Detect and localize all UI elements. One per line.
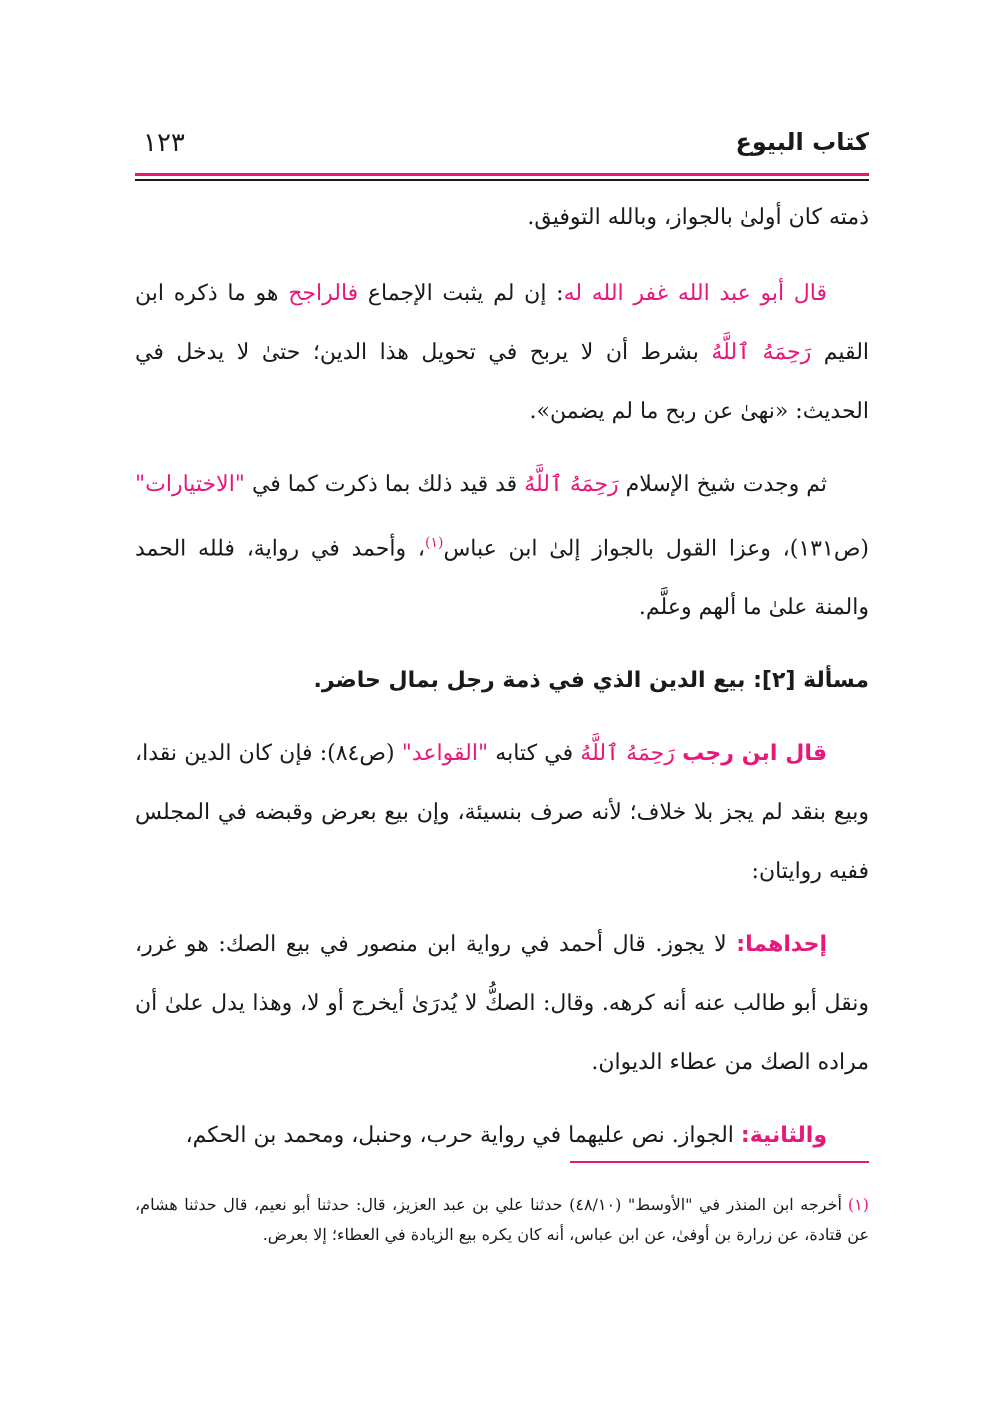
preferred-view-highlight: فالراجح [288,281,359,306]
second-narration-label: والثانية: [740,1123,827,1149]
page-number: ١٢٣ [143,128,185,158]
footnote [135,1190,869,1250]
issue-heading: مسألة [٢]: بيع الدين الذي في ذمة رجل بمال حاضر. [313,668,869,694]
author-remark-lead: قال أبو عبد الله غفر الله له [563,281,827,306]
footnote-text: أخرجه ابن المنذر في "الأوسط" (٤٨/١٠) حدثنا علي بن عبد العزيز، قال: حدثنا أبو نعيم، قال حدثنا هشام، عن قتادة، عن زرارة بن أوفىٰ، عن ابن عباس، أنه كان يكره بيع الزيادة في العطاء؛ إلا بعرض. [135,1195,869,1244]
footnote-marker[interactable]: (١) [424,535,444,551]
paragraph-3: ثم وجدت شيخ الإسلام رَحِمَهُ ٱللَّهُ قد قيد ذلك بما ذكرت كما في "الاختيارات" (ص١٣١)، وعزا القول بالجواز إلىٰ ابن عباس$^{(١)}$، وأحمد في رواية، فلله الحمد والمنة علىٰ ما ألهم وعلَّم. [135,472,869,621]
book-reference: "الاختيارات" [135,472,245,497]
paragraph-5: إحداهما: لا يجوز. قال أحمد في رواية ابن منصور في بيع الصك: هو غرر، ونقل أبو طالب عنه أنه كرهه. وقال: الصكُّ لا يُدرَىٰ أيخرج أو لا، وهذا يدل علىٰ أن مراده الصك من عطاء الديوان. [135,932,869,1076]
hadith-quote: «نهىٰ عن ربح ما لم يضمن» [536,399,789,424]
paragraph-1: ذمته كان أولىٰ بالجواز، وبالله التوفيق. [527,205,869,230]
running-header [135,128,869,168]
footnote-separator [570,1161,869,1163]
quote-lead: قال ابن رجب [682,741,827,767]
main-text [135,188,869,1179]
first-narration-label: إحداهما: [736,932,827,958]
paragraph-4: قال ابن رجب رَحِمَهُ ٱللَّهُ في كتابه "القواعد" (ص٨٤): فإن كان الدين نقدا، وبيع بنقد لم يجز بلا خلاف؛ لأنه صرف بنسيئة، وإن بيع بعرض وقبضه في المجلس ففيه روايتان: [135,741,869,885]
footnote-number: (١) [847,1195,870,1214]
header-rule [135,179,869,181]
header-rule-accent [135,173,869,176]
honorific: رَحِمَهُ ٱللَّهُ [524,472,619,497]
honorific: رَحِمَهُ ٱللَّهُ [711,340,812,365]
paragraph-6: والثانية: الجواز. نص عليهما في رواية حرب، وحنبل، ومحمد بن الحكم، [185,1123,827,1149]
paragraph-2: قال أبو عبد الله غفر الله له: إن لم يثبت الإجماع فالراجح هو ما ذكره ابن القيم رَحِمَهُ ٱللَّهُ بشرط أن لا يربح في تحويل هذا الدين؛ حتىٰ لا يدخل في الحديث: «نهىٰ عن ربح ما لم يضمن». [135,281,870,424]
book-reference: "القواعد" [401,741,489,767]
honorific: رَحِمَهُ ٱللَّهُ [580,741,675,767]
book-title: كتاب البيوع [735,128,869,156]
